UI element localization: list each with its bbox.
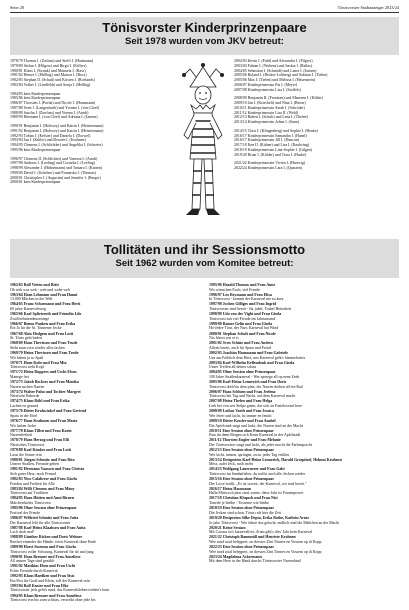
season-motto: Oh weh was weh - weh und wehe weh xyxy=(10,287,70,292)
prince-entry: 1981/82 Heiner I. (Hellbig) und Marion I. (Brox) xyxy=(10,73,87,78)
season-royals: 2019/20 Desiperion Silke Depta, Erika Rothe, Kathrin Arntz xyxy=(209,515,309,520)
season-motto: Sieht man vorn wieder alles lachen xyxy=(10,345,65,350)
season-royals: 2013/14 Dreigestirn Karl-Heinz Lennerich, Harald Grospitzel, Helmut Kruhnen xyxy=(209,457,342,462)
prince-group xyxy=(234,129,399,158)
prince-entry: 1989/90 Hermann I. (von Cleef) und Adriana I. (Jansen) xyxy=(10,115,98,120)
season-royals: 1992/93 Klaus Haedken und Frau Sissi xyxy=(10,574,75,579)
prince-entry: 1982/83 Stephan II. (Schult) und Kirsten I. (Roelands) xyxy=(10,78,95,82)
season-royals: 2020/21 Keine Session xyxy=(209,525,246,530)
prince-group xyxy=(10,157,174,186)
tollitaeten-list xyxy=(10,283,399,603)
season-royals: 2022/23 Eine Session ohne Prinzenpaar xyxy=(209,544,275,549)
season-royals: 2015/16 Eine Session ohne Prinzenpaar xyxy=(209,477,275,482)
prince-entry: 2022/24 Kinderprinzessin Lara I. (Quasten) xyxy=(234,166,302,170)
season-entry xyxy=(10,516,200,525)
prince-entry: 2006/07 Kinderprinzessin Pia I. (Meyer) xyxy=(234,82,298,87)
season-motto: Tonerle je bleibe - Tosserne wie bleibe xyxy=(209,501,270,506)
season-entry xyxy=(10,419,200,428)
season-royals: 1997/98 Jochen Gilliges und Frau Ingrid xyxy=(209,302,277,307)
prince-entry: 1988/89 Sascha I. (Zierfuss) und Verena I. (Arndt) xyxy=(10,110,89,115)
season-entry xyxy=(10,429,200,438)
season-entry xyxy=(10,555,200,564)
season-motto: Mit Corona ist's karnevalfrei, d'rum gibt's dies' Jahr kein Karneval xyxy=(209,530,313,535)
season-royals: 1999/00 Rainer Gelin und Frau Gisela xyxy=(209,321,273,326)
season-royals: 1968/69 Hans Thevissen und Frau Trude xyxy=(10,341,78,346)
season-royals: 1970/71 Hans Kohr und Frau Mia xyxy=(10,360,67,365)
season-motto: Die Jecken sind schon, Tönis ruft hier die Zeit xyxy=(209,510,281,515)
season-motto: Närrisches Tönisvorst xyxy=(10,442,45,447)
season-motto: Allzeit bereit, auch für Spass und Freud xyxy=(209,345,271,350)
season-motto: Narrenfreiheit xyxy=(10,433,33,438)
prince-entry: 2017/18 Ken II. (Kühne) und Lisa I. (Raulwing) xyxy=(234,143,310,147)
season-entry xyxy=(10,477,200,486)
season-entry xyxy=(209,467,399,476)
season-entry xyxy=(10,545,200,554)
prince-entry: 1978/79 Thomas I. (Zachan) und Steffi I. (Hartmann) xyxy=(10,59,94,63)
season-entry xyxy=(10,564,200,573)
season-motto: Lachen ist gesund xyxy=(10,404,39,409)
prince-entry: 2021/22 Kinderprinzessin Vivien I. (Hartwig) xyxy=(234,161,306,166)
prince-entry: 2000/01 Christopher I. (Augustin) und Jennifer I. (Berger) xyxy=(10,175,101,180)
season-entry xyxy=(10,467,200,476)
prince-entry: 1993/94 Jan I. (Kihler) und Desirée I. (Krohnen) xyxy=(10,138,86,143)
jester-illustration xyxy=(174,59,232,234)
season-entry xyxy=(209,390,399,399)
season-royals: 2005/06 Karl-Heinz Lennerich und Frau Doris xyxy=(209,380,287,385)
season-royals: 1989/90 Horst Stoemm und Frau Gisela xyxy=(10,544,76,549)
season-entry xyxy=(209,429,399,438)
section-subtitle: Seit 1978 wurden vom JKV betreut: xyxy=(125,36,284,47)
season-entry xyxy=(10,312,200,321)
season-entry xyxy=(10,496,200,505)
season-entry xyxy=(10,302,200,311)
season-royals: 2007/08 Heinz Thelen und Frau Helga xyxy=(209,399,273,404)
season-royals: 1966/67 Benno Punken und Frau Erika xyxy=(10,321,76,326)
season-royals: 1973/74 Walter Pahn und Tochter Margret xyxy=(10,389,81,394)
season-entry xyxy=(209,555,399,564)
season-motto: Der Tönisvorster singt und lacht, als jeder macht die Farbenpracht xyxy=(209,442,312,447)
season-motto: 13.000 Mücken in der Welt xyxy=(10,297,53,302)
season-royals: 2000/01 Stephan Schult und Frau Nicole xyxy=(209,331,276,336)
season-entry xyxy=(209,380,399,389)
season-entry xyxy=(209,332,399,341)
prince-entry: 2007/08 Kinderprinzessin Lisa I. (Stoffels) xyxy=(234,87,301,92)
prince-entry: 2009/10 Jan I. (Kriechelt) und Nina I. (Beton) xyxy=(234,101,306,105)
season-royals: 1969/70 Heinz Thevissen und Frau Trude xyxy=(10,350,79,355)
prince-entry: 2019/20 Brian I. (Köhler) und Tiara I. (Hasbe) xyxy=(234,152,307,157)
prince-entry: 2016/17 Kinderprinzessin Jill I. (Duncan) xyxy=(234,138,299,143)
season-entry xyxy=(209,293,399,302)
season-motto: Wer feiert und lacht, ist immer en feiniit xyxy=(209,413,272,418)
prince-group xyxy=(234,161,399,171)
season-motto: Ho-Jeder-Törn, der Narr, Karneval hat Wind xyxy=(209,326,279,331)
season-entry xyxy=(209,438,399,447)
season-entry xyxy=(10,293,200,302)
season-royals: 1972/73 Jakob Beckers und Frau Monika xyxy=(10,380,79,385)
prince-entry: 2018/19 Kinderprinzessin Lina-Sophie I. (Gilgen) xyxy=(234,147,312,152)
prince-entry: 1994/95 Clemens I. (Schlichtler) und Angelika I. (Schreier) xyxy=(10,143,103,147)
season-motto: Tönisvorst steht Kopf xyxy=(10,365,44,370)
season-entry xyxy=(209,283,399,292)
season-royals: 1965/66 Karl Splieteroth und Friendin Lilo xyxy=(10,312,82,317)
section-subtitle: Seit 1962 wurden vom Komitee betreut: xyxy=(115,258,294,269)
prince-group xyxy=(10,59,174,88)
season-royals: 2011/12 Thorsten Engler und Frau Melanie xyxy=(209,438,281,443)
prince-group xyxy=(234,59,399,92)
season-entry xyxy=(209,458,399,467)
season-royals: 1996/97 Leo Reymann und Frau Elisa xyxy=(209,292,272,297)
prince-group xyxy=(10,124,174,153)
season-royals: 1976/77 Hans Krahmen und Frau Maria xyxy=(10,418,78,423)
publication-name: Tönisvorster Stadtanzeiger 2023/24 xyxy=(337,5,399,10)
season-motto: Mit dem Herz in der Hand durchs Tönisvorster Narrenland xyxy=(209,559,301,564)
season-royals: 2016/17 Heinz Hassmann xyxy=(209,486,251,491)
season-motto: Echte Freunde durch Karneval xyxy=(10,569,58,574)
season-entry xyxy=(10,487,200,496)
prince-entry: 1987/88 Sven I. (Langenfurth) und Yvonne I. (von Cleef) xyxy=(10,105,100,110)
season-royals: 2006/07 Hans Schluen und Frau Jeelena xyxy=(209,389,276,394)
season-entry xyxy=(209,312,399,321)
season-motto: Spass in der Eifel xyxy=(10,413,38,418)
season-entry xyxy=(209,545,399,554)
section-title: Tönisvorster Kinderprinzenpaare xyxy=(102,20,307,35)
season-royals: 1986/87 Wilfried Schmitz und Frau Jutta xyxy=(10,515,79,520)
season-entry xyxy=(10,361,200,370)
season-entry xyxy=(10,584,200,593)
tollitaeten-left-column xyxy=(10,283,200,603)
season-royals: 1981/82 Hermann Vaassen und Frau Christa xyxy=(10,467,85,472)
prince-entry: 1983/84 Volker I. (Lindfeldt) und Sonja I. (Hellbig) xyxy=(10,82,91,87)
season-motto: Tönisvorst von bis zum schluss, verwirkt ohne jede bis xyxy=(10,598,96,603)
season-royals: 2009/10 Dieter Kessler und Frau Anabel xyxy=(209,418,276,423)
section-title: Tollitäten und ihr Sessionsmotto xyxy=(103,242,306,257)
season-entry xyxy=(10,332,200,341)
season-entry xyxy=(10,409,200,418)
season-motto: Ein Ja für die St. Tönnener Jecke xyxy=(10,326,62,331)
season-entry xyxy=(209,341,399,350)
prince-entry: 2000/01 kein Kinderprinzenpaar xyxy=(10,180,61,185)
season-motto: All unsere Tage sind gezählt xyxy=(10,559,55,564)
section-tollitaeten-header xyxy=(10,239,399,278)
prince-entry: 2008/09 Benjamin II. (Frentzen) und Maureen I. (Kibler) xyxy=(234,96,323,101)
season-royals: 2004/05 Ohne Session ohne Prinzenpaar xyxy=(209,370,276,375)
prince-entry: 2014/15 Chris I. (Klingenberg) und Sophie I. (Henke) xyxy=(234,128,318,133)
season-royals: 2012/13 Eine Session ohne Prinzenpaar xyxy=(209,447,275,452)
prince-entry: 1998/99 Alexander I. (Hübsemann) und Tamara I. (Kürten) xyxy=(10,166,103,170)
season-entry xyxy=(209,496,399,505)
prince-entry: 2003/04 Fabian I. (Waltens) und Saskia I. (Ballas) xyxy=(234,63,313,68)
kinderprinzen-right-column xyxy=(232,59,399,234)
prince-entry: 1992/93 Tobias I. (Kelster) und Daniela I. (Dorwel) xyxy=(10,133,91,138)
season-royals: 1984/85 Hans Hütten und Anni Birnen xyxy=(10,496,74,501)
season-motto: Lach doch mal! xyxy=(10,530,35,535)
season-entry xyxy=(209,409,399,418)
season-motto: Tönisvorst dreh bis dem platt, der Narren drehen all ein Rad xyxy=(209,384,303,389)
kinderprinzen-list xyxy=(10,59,399,234)
season-royals: 2001/02 Sven Schütz und Frau Andrea xyxy=(209,341,273,346)
season-entry xyxy=(209,419,399,428)
season-royals: 1963/64 Hans Lehmann und Frau Hanni xyxy=(10,292,78,297)
season-motto: Wir halten Jecke xyxy=(10,423,36,428)
season-royals: 1988/89 Günther Ricken und Doris Wehner xyxy=(10,535,83,540)
season-motto: Ein Fest für Groß und Klein, soll der Karneval sein xyxy=(10,578,90,583)
season-entry xyxy=(10,526,200,535)
season-entry xyxy=(10,506,200,515)
season-motto: Tönisvorst bei Tag und Nacht, auf dem Karneval macht xyxy=(209,394,296,399)
season-motto: Närrische Rekorde xyxy=(10,394,40,399)
season-entry xyxy=(209,487,399,496)
season-motto: Manege frei xyxy=(10,374,29,379)
season-motto: Der Lowe brüllt, ,,Es ist soweit, der Karneval, wir sind bereit." xyxy=(209,481,307,486)
season-motto: Narren suchen Narren xyxy=(10,384,45,389)
season-entry xyxy=(10,283,200,292)
season-motto: Jo jabo Tönisvorst - Wer fahrte das gelacht, endlich sind die Mädchen an der Macht xyxy=(209,520,340,525)
prince-entry: 1990/91 Benjamin I. (Holtwey) und Katrin I. (Heistermann) xyxy=(10,124,104,128)
season-motto: Zwölfzehntendenzeniege xyxy=(10,316,50,321)
season-motto: Wee sond total beleppert, on dresses Zint Tönnes en Vossem op di Kopp xyxy=(209,539,322,544)
season-entry xyxy=(209,302,399,311)
season-royals: 2008/09 Lothar Vaeth und Frau Jessica xyxy=(209,409,274,414)
season-motto: In Tönisvorst - kommt der Karneval nie zu kurz xyxy=(209,297,284,302)
season-motto: 60 jahre Karnevalsweg xyxy=(10,307,46,312)
season-motto: Sieh gutes Herz, noch Freund xyxy=(10,472,57,477)
season-entry xyxy=(10,351,200,360)
season-motto: Tönisvorst voller Schwung, Karneval für alt und jung xyxy=(10,549,94,554)
section-kinderprinzenpaare-header xyxy=(10,17,399,55)
prince-entry: 1999/00 David I. (Schölzer) und Franziska I. (Thomas) xyxy=(10,170,96,175)
season-motto: Lasst die Sonne rein xyxy=(10,452,42,457)
prince-entry: 2016/17 Kinderprinzessin Samantha I. (Hanel) xyxy=(234,133,307,138)
season-entry xyxy=(10,574,200,583)
season-royals: 2018/19 Eine Session ohne Prinzenpaar xyxy=(209,506,275,511)
season-entry xyxy=(10,370,200,379)
prince-entry: 2011/12 Kinderprinzessin Lisa II. (Wehl) xyxy=(234,110,299,115)
season-entry xyxy=(10,594,200,603)
season-royals: 2023/24 Magdalena Ackermann xyxy=(209,554,262,559)
kinderprinzen-left-column xyxy=(10,59,174,234)
season-motto: Wir wünschen Euch, viel Freude xyxy=(209,287,260,292)
season-motto: Der Karneval lebt für alle Tönisvorster xyxy=(10,520,71,525)
season-motto: Tönisvorster sind bereit - für jubel, Trubel Heiterkeit xyxy=(209,307,292,312)
season-motto: Märchenhaftes Tönisvorst xyxy=(10,501,51,506)
season-motto: Uns am Fröhlich dem Herz, uns Karneval geht's himmelwärts xyxy=(209,355,306,360)
jester-figure-image xyxy=(174,59,232,231)
season-motto: Tönisvorst im Sambafieber, du traffst auch alle Jecken wieder xyxy=(209,472,306,477)
season-entry xyxy=(209,370,399,379)
season-royals: 1971/72 Heinz Ruppers und Uschi Elsen xyxy=(10,370,77,375)
prince-group xyxy=(10,92,174,121)
prince-entry: 2013/14 Kinderprinzessin Johna I. (Sann) xyxy=(234,120,299,124)
season-entry xyxy=(10,380,200,389)
page-header xyxy=(10,5,399,13)
season-royals: 1975/76 Dieter Krahwinkel und Frau Gertrud xyxy=(10,409,87,414)
season-motto: Reichet einander die Hände, feiert Karneval ohne Ende xyxy=(10,539,96,544)
season-motto: St. Tönis geht baden xyxy=(10,336,42,341)
season-motto: Frieden und Freiheit für Alle xyxy=(10,481,55,486)
season-entry xyxy=(209,477,399,486)
season-motto: Tönisvorster jeck geht's rund, das Karnevalsleben treiben's bunt xyxy=(10,588,110,593)
season-royals: 1983/84 Willi Clemens und Frau Mimy xyxy=(10,486,75,491)
prince-entry: 1984/85 kein Kinderprinzenpaar xyxy=(10,91,61,96)
season-entry xyxy=(10,438,200,447)
season-motto: Unsere Straßen, Freunde gehen xyxy=(10,462,59,467)
season-royals: 2021/22 Christoph Bannmüll und Henriete Krohnen xyxy=(209,535,296,540)
season-entry xyxy=(10,458,200,467)
season-royals: 1980/81 Jürgen Schmitz und Frau Rita xyxy=(10,457,75,462)
season-royals: 2014/15 Wolfgang Lauernerer und Frau Gabi xyxy=(209,467,285,472)
season-motto: Wee sond total beleppert, on dresses Zint Tönnes en Vossem op di Kopp xyxy=(209,549,322,554)
season-royals: 2002/03 Joachim Hausmann und Frau Gabriele xyxy=(209,350,289,355)
season-entry xyxy=(10,390,200,399)
season-entry xyxy=(10,322,200,331)
season-motto: Paar du denn Bergen sich Kenn Karneval in der Apfelstadt xyxy=(209,433,301,438)
season-royals: 1993/94 Rolf Kuster und Frau Elke xyxy=(10,583,69,588)
season-entry xyxy=(209,506,399,515)
season-royals: 1994/95 Klaus Brenner und Frau Anneliese xyxy=(10,593,82,598)
season-entry xyxy=(209,448,399,457)
season-motto: Tönisvorst auf Tradition xyxy=(10,491,48,496)
season-motto: Mess, aufei Jeck, noch mehr xyxy=(209,462,254,467)
prince-entry: 2012/13 Ruben I. (Schult) und Lena I. (Thelen) xyxy=(234,115,308,120)
season-entry xyxy=(10,448,200,457)
season-royals: 2010/11 Eine Session ohne Prinzenpaar xyxy=(209,428,274,433)
season-royals: 2017/18 Christian Klupsch und Frau Nici xyxy=(209,496,278,501)
season-motto: Festival der Freude xyxy=(10,510,41,515)
prince-entry: 2002/03 Kevin I. (Fuhl) und Alexandra I. (Pilgers) xyxy=(234,59,313,63)
prince-entry: 1980/81 Klaus I. (Strunk) und Manuela I. (Rass) xyxy=(10,68,86,73)
season-royals: 1967/68 Alois Hedgens und Frau Lotti xyxy=(10,331,74,336)
prince-group xyxy=(234,96,399,125)
prince-entry: 2004/05 Sebastian I. (Schmidt) und Laura I. (Jansen) xyxy=(234,68,317,73)
season-entry xyxy=(10,399,200,408)
prince-entry: 1997/98 Andreas I. (Leeling) und Cornelia I. (Leeling) xyxy=(10,161,96,166)
season-entry xyxy=(209,399,399,408)
season-motto: Halla Mittwoch jetzt sind, sonne, diese Jahr ist Frauenpower xyxy=(209,491,304,496)
prince-entry: 1979/80 Stefan I. (Hilgers) und Birgit I. (Kiffers) xyxy=(10,63,87,68)
season-royals: 1982/83 Nico Calabrese und Frau Gisela xyxy=(10,477,77,482)
season-entry xyxy=(209,535,399,544)
season-royals: 1979/80 Karl Künkes und Frau Lotti xyxy=(10,447,72,452)
prince-entry: 2010/11 Kinderprinzessin Sarah I. (Schröder) xyxy=(234,105,305,110)
season-entry xyxy=(209,516,399,525)
prince-entry: 1985/86 kein Kinderprinzenpaar xyxy=(10,96,61,101)
page-number: Seite 28 xyxy=(10,5,24,10)
season-motto: Nix bleivt wie et is xyxy=(209,336,239,341)
season-entry xyxy=(10,535,200,544)
season-motto: Wir haben ja so Spaß xyxy=(10,355,44,360)
season-motto: Unser Treffen all deiner schau xyxy=(209,365,257,370)
prince-entry: 2005/06 Roland I. (Becker-Lohberg) und Sabrina I. (Tielen) xyxy=(234,73,328,78)
season-royals: 1962/63 Rolf Vieten und Britt xyxy=(10,283,59,287)
prince-entry: 1995/96 kein Kinderprinzenpaar xyxy=(10,147,61,152)
season-motto: 100 Jahre Straßenkarneval - Wer spreege all op eene Zeeh xyxy=(209,374,300,379)
season-entry xyxy=(209,526,399,535)
season-entry xyxy=(209,361,399,370)
season-entry xyxy=(209,351,399,360)
season-royals: 1998/99 Udo van der Vight und Frau Gisela xyxy=(209,312,282,317)
season-motto: Lieb hei von wet Stelpe gaten, dat sich an Fastelovend frere xyxy=(209,404,303,409)
season-entry xyxy=(10,341,200,350)
prince-entry: 1991/92 Benjamin I. (Holtwey) und Katrin I. (Heistermann) xyxy=(10,128,104,133)
prince-entry: 2005/06 Max I. (Tielen) und Melissa I. (Hasenstein) xyxy=(234,78,316,82)
prince-entry: 1996/97 Clemens II. (Schlichter) und Vanessa I. (Arndt) xyxy=(10,156,98,161)
season-royals: 2003/04 Karl-Wilhelm Kellendonk und Frau Gisela xyxy=(209,360,295,365)
tollitaeten-right-column xyxy=(209,283,399,603)
season-motto: Die Apfelstadt singt und lacht, die Narren sind an der Macht xyxy=(209,423,303,428)
season-royals: 1995/96 Harald Thomas und Frau Anne xyxy=(209,283,276,287)
season-royals: 1964/65 Franz Schoemann und Frau Herti xyxy=(10,302,81,307)
season-royals: 1978/79 Hans Herzog und Frau Elli xyxy=(10,438,69,443)
season-royals: 1991/92 Matthias Eben und Frau Uschi xyxy=(10,564,76,569)
season-entry xyxy=(209,322,399,331)
season-royals: 1974/75 Klaus Röhl und Frau Erika xyxy=(10,399,70,404)
season-royals: 1985/86 Ohne Session ohne Prinzenpaar xyxy=(10,506,77,511)
season-motto: Tönisvorst mit viel Freude ins Jahrtausend xyxy=(209,316,276,321)
season-royals: 1990/91 Hans Brenner und Frau Anneliese xyxy=(10,554,81,559)
season-royals: 1987/88 Karl Heinz Klaahsen und Frau Anita xyxy=(10,525,86,530)
season-motto: Wer lacht, tanzen, springen, zwar, jeder Tag erfülen xyxy=(209,452,290,457)
prince-entry: 1986/87 Thorsten I. (Pacha) und Nicole I. (Hausmann) xyxy=(10,101,96,105)
season-royals: 1977/78 Klaus Tillen und Frau Karin xyxy=(10,428,72,433)
